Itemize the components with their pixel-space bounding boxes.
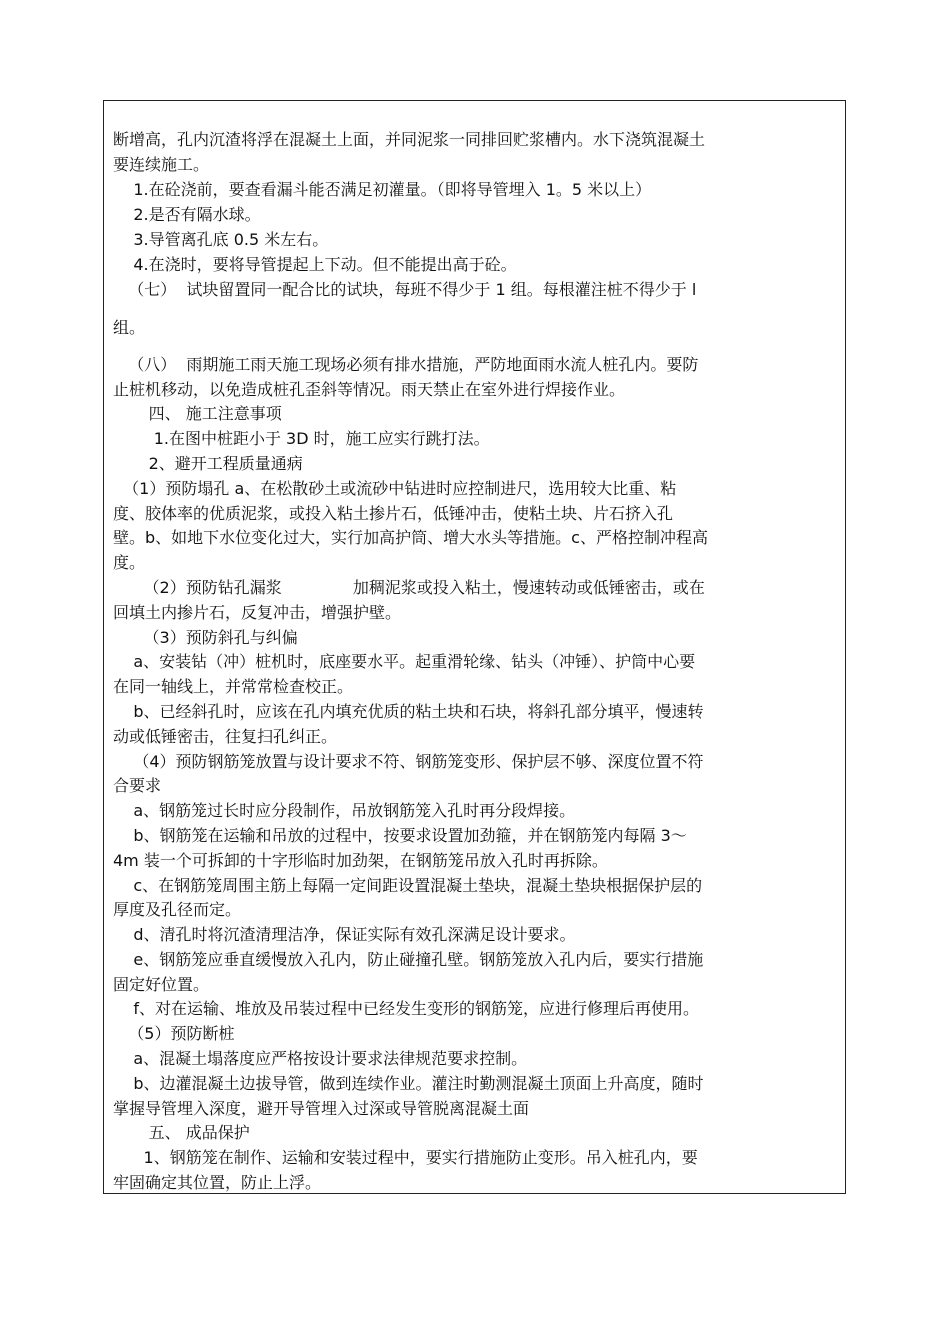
text-line: 4.在浇时，要将导管提起上下动。但不能提出高于砼。 [113,255,517,274]
text-line: 合要求 [113,776,162,795]
text-line: 牢固确定其位置，防止上浮。 [113,1173,322,1192]
text-line: 2、避开工程质量通病 [113,454,303,473]
text-line: 度、胶体率的优质泥浆，或投入粘土掺片石，低锤冲击，使粘土块、片石挤入孔 [113,504,674,523]
text-line: 止桩机移动，以免造成桩孔歪斜等情况。雨天禁止在室外进行焊接作业。 [113,380,626,399]
text-line: 断增高，孔内沉渣将浮在混凝土上面，并同泥浆一同排回贮浆槽内。水下浇筑混凝土 [113,130,706,149]
text-line: 1、钢筋笼在制作、运输和安装过程中，要实行措施防止变形。吊入桩孔内，要 [113,1148,698,1167]
text-line: a、钢筋笼过长时应分段制作，吊放钢筋笼入孔时再分段焊接。 [113,801,576,820]
text-line: （3）预防斜孔与纠偏 [113,628,298,647]
text-line: （1）预防塌孔 a、在松散砂土或流砂中钻进时应控制进尺，选用较大比重、粘 [113,479,677,498]
text-line: 组。 [113,318,146,337]
text-line: 掌握导管埋入深度，避开导管埋入过深或导管脱离混凝土面 [113,1099,530,1118]
text-line: e、钢筋笼应垂直缓慢放入孔内，防止碰撞孔壁。钢筋笼放入孔内后，要实行措施 [113,950,704,969]
text-line: 四、 施工注意事项 [113,404,282,423]
text-line: 2.是否有隔水球。 [113,205,261,224]
text-line: c、在钢筋笼周围主筋上每隔一定间距设置混凝土垫块，混凝土垫块根据保护层的 [113,876,703,895]
text-line: （5）预防断桩 [113,1024,235,1043]
text-line: 壁。b、如地下水位变化过大，实行加高护筒、增大水头等措施。c、严格控制冲程高 [113,528,708,547]
text-line: 1.在砼浇前，要查看漏斗能否满足初灌量。（即将导管埋入 1。5 米以上） [113,180,652,199]
text-line: 要连续施工。 [113,155,210,174]
text-line: 五、 成品保护 [113,1123,250,1142]
text-line: b、边灌混凝土边拔导管，做到连续作业。灌注时勤测混凝土顶面上升高度，随时 [113,1074,704,1093]
text-line: 1.在图中桩距小于 3D 时，施工应实行跳打法。 [113,429,490,448]
text-line: 回填土内掺片石，反复冲击，增强护壁。 [113,603,402,622]
text-line: （2）预防钻孔漏浆 加稠泥浆或投入粘土，慢速转动或低锤密击，或在 [113,578,705,597]
text-line: b、已经斜孔时，应该在孔内填充优质的粘土块和石块，将斜孔部分填平，慢速转 [113,702,704,721]
text-line: 3.导管离孔底 0.5 米左右。 [113,230,329,249]
text-line: a、安装钻（冲）桩机时，底座要水平。起重滑轮缘、钻头（冲锤）、护筒中心要 [113,652,696,671]
text-line: 厚度及孔径而定。 [113,900,242,919]
text-line: 固定好位置。 [113,975,210,994]
text-line: f、对在运输、堆放及吊装过程中已经发生变形的钢筋笼，应进行修理后再使用。 [113,999,699,1018]
text-line: d、清孔时将沉渣清理洁净，保证实际有效孔深满足设计要求。 [113,925,576,944]
text-line: （七） 试块留置同一配合比的试块，每班不得少于 1 组。每根灌注桩不得少于 l [113,280,697,299]
text-line: （4）预防钢筋笼放置与设计要求不符、钢筋笼变形、保护层不够、深度位置不符 [113,752,704,771]
text-line: （八） 雨期施工雨天施工现场必须有排水措施，严防地面雨水流人桩孔内。要防 [113,355,699,374]
text-line: 在同一轴线上，并常常检查校正。 [113,677,354,696]
text-line: 度。 [113,553,146,572]
text-line: 动或低锤密击，往复扫孔纠正。 [113,727,338,746]
text-line: b、钢筋笼在运输和吊放的过程中，按要求设置加劲箍，并在钢筋笼内每隔 3～ [113,826,687,845]
text-line: a、混凝土塌落度应严格按设计要求法律规范要求控制。 [113,1049,528,1068]
text-line: 4m 装一个可拆卸的十字形临时加劲架，在钢筋笼吊放入孔时再拆除。 [113,851,608,870]
